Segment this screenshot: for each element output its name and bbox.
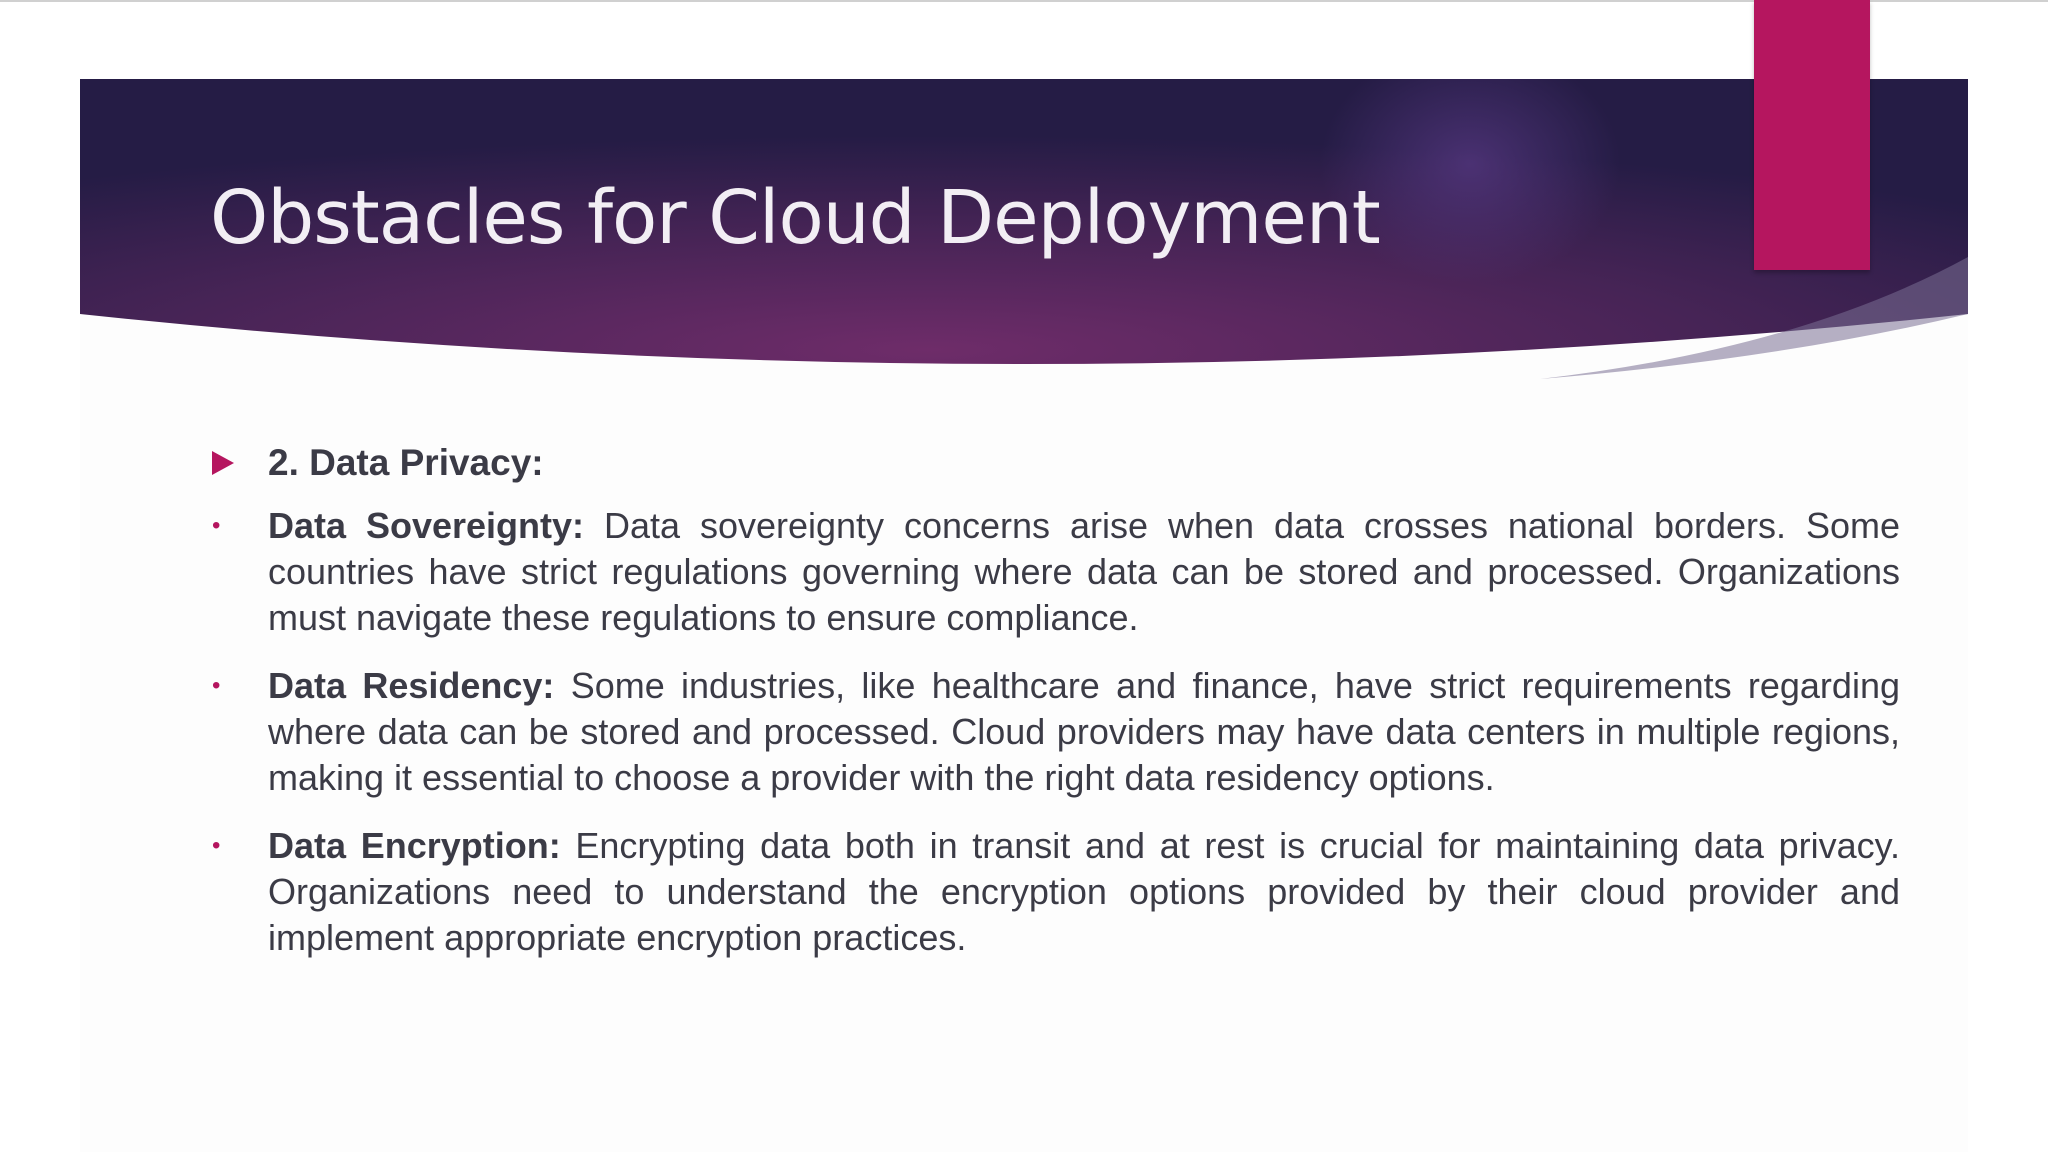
bullet-term: Data Encryption: [268, 825, 561, 866]
list-item [210, 503, 1900, 641]
slide-title: Obstacles for Cloud Deployment [210, 175, 1380, 261]
bullet-text: Data sovereignty concerns arise when data crosses national borders. Some countries have strict regulations governing where data can be stored and processed. Organizations must navigate these regulations to ensure compliance. [268, 505, 1900, 638]
window-top-border [0, 0, 2048, 2]
bullet-term: Data Sovereignty: [268, 505, 585, 546]
bullet-dot-icon: • [212, 832, 221, 859]
bullet-text: Some industries, like healthcare and finance, have strict requirements regarding where data can be stored and processed. Cloud providers may have data centers in multiple regions, making it essential to choose a provider with the right data residency options. [268, 665, 1900, 798]
triangle-bullet-icon [212, 451, 234, 475]
bullet-dot-icon: • [212, 672, 221, 699]
list-item [210, 663, 1900, 801]
list-item [210, 823, 1900, 961]
bullet-term: Data Residency: [268, 665, 555, 706]
accent-tab [1754, 0, 1870, 270]
section-heading [210, 439, 1900, 491]
slide-body [210, 439, 1900, 983]
bullet-dot-icon: • [212, 512, 221, 539]
bullet-text: Encrypting data both in transit and at rest is crucial for maintaining data privacy. Organizations need to understand the encryption options provided by their cloud provider and implement appropriate encryption practices. [268, 825, 1900, 958]
section-heading-text: 2. Data Privacy: [268, 442, 544, 483]
presentation-slide [80, 79, 1968, 1152]
